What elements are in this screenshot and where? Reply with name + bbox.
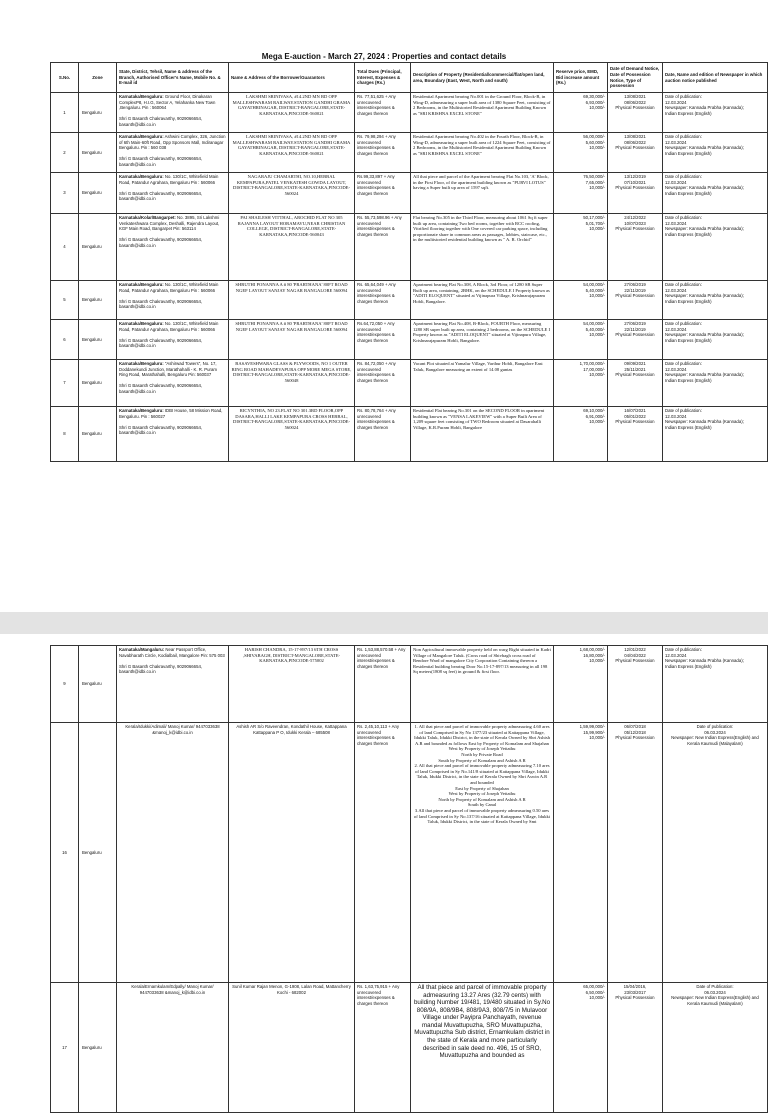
total-dues: Rs. 80,78,764 + Any unrecovered interest/expenses & charges thereon (355, 407, 411, 462)
possession-notice-date: 22/11/2019 (624, 287, 646, 293)
newspaper-line: Indian Express (English) (665, 377, 712, 383)
zone-cell: Bengaluru (79, 407, 117, 462)
branch-state-label: Karnataka/Bengaluru: (119, 408, 164, 413)
possession-notice-date: 08/06/2022 (624, 99, 646, 105)
bid-increase: 10,000/- (589, 145, 605, 150)
branch-cell (117, 646, 229, 723)
reserve-price: 54,00,000/- (583, 282, 605, 287)
demand-notice-date: 27/06/2019 (624, 282, 646, 287)
zone-cell: Bengaluru (79, 320, 117, 360)
demand-notice-date: 13/12/2019 (624, 174, 646, 179)
description-line: West by Property of Joseph Vettathu (448, 746, 516, 752)
header-sno: S.No. (51, 63, 79, 93)
emd-amount: 5,40,000/- (585, 287, 605, 293)
borrower-cell: Ashish AR S/o Raveendran, Kondathil House, Kattappana Kattappana P O, Idukki Kerala – 685508 (229, 723, 355, 983)
reserve-price-cell (554, 723, 608, 983)
notice-dates-cell (608, 360, 663, 407)
property-description: Residential Flat bearing No.301 on the SECOND FLOOR in apartment building known as "VENSA LAKEVIEW" with a Super Built Area of 1,209 square feet consisting of TWO Bedroom situated at Dasarahalli Village, K.R.Puram Hobli, Bangalore (411, 407, 554, 462)
branch-cell (117, 93, 229, 133)
header-zone: Zone (79, 63, 117, 93)
newspaper-line: Date of publication: (665, 174, 702, 179)
branch-address: No. 3895, Sri Lakshmi Venkateshwara Complex, Deshalli, Rajendra Layout, KGF Main Road, Bangarpet Pin: 563114 (119, 215, 220, 231)
possession-type: Physical Possession (615, 293, 655, 298)
branch-address: Ground Floor, Dinakaran ComplexP8, H.I.G, Sector A, Yelahanka New Town ,Bengaluru. Pin : 560064 (119, 94, 216, 110)
branch-state-label: Karnataka/Bengaluru: (119, 94, 164, 99)
possession-type: Physical Possession (615, 995, 655, 1000)
branch-state-label: Karnataka/Mangaluru: (119, 647, 165, 652)
bid-increase: 10,000/- (589, 105, 605, 110)
notice-dates-cell (608, 281, 663, 320)
bid-increase: 10,000/- (589, 185, 605, 190)
table-row (51, 407, 768, 462)
zone-cell: Bengaluru (79, 983, 117, 1113)
emd-amount: 5,40,000/- (585, 326, 605, 332)
total-dues: Rs.64,72,050 + Any unrecovered interest/expenses & charges thereon (355, 320, 411, 360)
possession-type: Physical Possession (615, 735, 655, 740)
borrower-cell: SHRUTHI PONANNA A # 80 'PRARTHANA' 80FT ROAD NGEF LAYOUT SANJAY NAGAR BANGALORE 560094 (229, 320, 355, 360)
newspaper-line: 12.03.2024 (665, 326, 687, 332)
demand-notice-date: 16/07/2021 (624, 408, 646, 413)
newspaper-line: Indian Express (English) (665, 190, 712, 196)
total-dues: Rs. 55,73,598.96 + Any unrecovered interest/expenses & charges thereon (355, 214, 411, 281)
reserve-price: 65,00,000/- (583, 984, 605, 989)
branch-state-label: Karnataka/Bengaluru: (119, 361, 164, 366)
newspaper-line: Indian Express (English) (665, 663, 712, 669)
reserve-price: 54,00,000/- (583, 321, 605, 326)
emd-amount: 16,80,000/- (583, 652, 605, 658)
reserve-price-cell (554, 214, 608, 281)
newspaper-cell (663, 407, 768, 462)
table-row (51, 983, 768, 1113)
table-row (51, 320, 768, 360)
property-description (411, 723, 554, 983)
branch-cell (117, 281, 229, 320)
authorised-officer: Shri G Basanth Chakravarthy, 9029066654, basanth@idbi.co.in (119, 337, 203, 348)
emd-amount: 6,93,000/- (585, 99, 605, 105)
total-dues: Rs. 1,63,75,915 + Any unrecovered interest/expenses & charges thereon (355, 983, 411, 1113)
property-description: Flat bearing No.305 in the Third Floor, measuring about 1061 Sq ft super built up area, containing Two bed rooms, together with RCC roofing, Vitrified flooring together with One covered car parking space, including proportionate share in common areas as passages, lobbies, staircase, etc., in the multistoried residential building known as " A. R. Orchid" (411, 214, 554, 281)
newspaper-line: Indian Express (English) (665, 150, 712, 156)
emd-amount: 17,00,000/- (583, 366, 605, 372)
property-description: All that piece and parcel of immovable property admeasuring 13.27 Ares (32.79 cents) with building Number 19/481, 19/480 situated in Sy.No 808/9A, 808/9B4, 808/9A3, 808/7/5 in Mulavoor Village under Payipra Panchayath, revenue mandal Muvattupuzha, SRO Muvattupuzha, Muvattupuzha Sub district, Ernamkulam district in the state of Kerala and more particularly described in sale deed no. 496, 15 of SRO, Muvattupuzha and bounded as (411, 983, 554, 1113)
borrower-cell: Sunil Kumar Rajan Menon, G-1908, Lalan Road, Mattancherry Kochi - 682002 (229, 983, 355, 1113)
header-description: Description of Property (Residential/commercial/flat/open land, area, Boundary (East, West, North and south) (411, 63, 554, 93)
possession-type: Physical Possession (615, 658, 655, 663)
borrower-cell: NAGARAJU CHAMARTHI, NO.10,HEBBAL KEMPAPURA,PATEL VENKATESH GOWDA LAYOUT, DISTRICT-BANGALORE,STATE-KARNATAKA,PINCODE-560024 (229, 173, 355, 214)
newspaper-cell (663, 983, 768, 1113)
table-row (51, 133, 768, 173)
page-2 (0, 634, 768, 1060)
bid-increase: 10,000/- (589, 658, 605, 663)
demand-notice-date: 15/04/2016, (623, 984, 647, 989)
branch-address: Ashwini Complex, 326, Junction of 6th Main-60ft Road, Opp Sponsors Mall, Indiranagar Bengaluru. Pin : 560 038 (119, 134, 226, 150)
borrower-cell: LAKSHMI SRINIVASA, #14.2ND MN RD OPP MALLESHWARAM RAILWAY.STATION GANDHI GRAMA GAYATHRINAGAR, DISTRICT-BANGALORE,STATE-KARNATAKA,PINCODE-560021 (229, 133, 355, 173)
newspaper-line: Newspaper: Kannada Prabha (Kannada); (665, 372, 744, 377)
branch-cell (117, 214, 229, 281)
property-description: Non Agricultural immovable property held on warg Right situated in Kadri Village of Mangalore Taluk. (Cross road of Shivbagh cross road of Bendore Ward of mangalore City Corporation Containing thereon a Residential building bearing Door No.15-17-897/13 measuring in all 198 Sq meters(1808 sq feet) in ground & first floor. (411, 646, 554, 723)
description-line: South by Property of Komalam and Ashish A R (438, 757, 526, 763)
newspaper-cell (663, 93, 768, 133)
reserve-price: 56,00,000/- (583, 134, 605, 139)
newspaper-line: Date of Publication: (696, 984, 734, 989)
description-line: North by Private Road (461, 751, 503, 757)
authorised-officer: Shri G Basanth Chakravarthy, 9029066654, basanth@idbi.co.in (119, 237, 203, 248)
demand-notice-date: 24/12/2022 (624, 215, 646, 220)
serial-number: 8 (51, 407, 79, 462)
bid-increase: 10,000/- (589, 995, 605, 1000)
newspaper-line: Indian Express (English) (665, 337, 712, 343)
newspaper-line: Newspaper: Kannada Prabha (Kannada); (665, 419, 744, 424)
auction-table-continued (50, 645, 768, 1113)
possession-notice-date: 05/12/2018 (624, 729, 646, 735)
newspaper-cell (663, 360, 768, 407)
property-description: Vacant Plot situated at Yamalur Village, Varthur Hobli, Bangalore East Taluk, Bangalore measuring an extent of 14.08 guntas (411, 360, 554, 407)
newspaper-line: Date of publication: (665, 134, 702, 139)
branch-address: No. 130/1C, Whitefield Main Road, Patandur Agrahara, Bengaluru Pin : 560066 (119, 321, 219, 332)
emd-amount: 5,01,700/- (585, 220, 605, 226)
reserve-price-cell (554, 281, 608, 320)
demand-notice-date: 27/06/2019 (624, 321, 646, 326)
reserve-price: 69,30,000/- (583, 94, 605, 99)
table-row (51, 214, 768, 281)
newspaper-line: Indian Express (English) (665, 424, 712, 430)
possession-type: Physical Possession (615, 226, 655, 231)
zone-cell: Bengaluru (79, 133, 117, 173)
serial-number: 3 (51, 173, 79, 214)
description-line: South by Canal (467, 802, 497, 808)
zone-cell: Bengaluru (79, 723, 117, 983)
newspaper-cell (663, 214, 768, 281)
bid-increase: 10,000/- (589, 419, 605, 424)
demand-notice-date: 09/09/2021 (624, 361, 646, 366)
branch-cell (117, 173, 229, 214)
bid-increase: 10,000/- (589, 735, 605, 740)
property-description: Residential Apartment bearing No.001 in the Ground Floor, Block-B, in Wing-D, admeasuring a super built area of 1380 Square Feet, consisting of 2 Bedrooms, in the Multistoried Residential Apartment Building Known as "SRI KRISHNA EXCEL STONE" (411, 93, 554, 133)
reserve-price-cell (554, 133, 608, 173)
serial-number: 17 (51, 983, 79, 1113)
possession-notice-date: 23/03/2017 (624, 989, 646, 995)
total-dues: Rs. 79,98,294 + Any unrecovered interest/expenses & charges thereon (355, 133, 411, 173)
notice-dates-cell (608, 723, 663, 983)
header-borrower: Name & Address of the Borrower/Guarantors (229, 63, 355, 93)
bid-increase: 10,000/- (589, 293, 605, 298)
zone-cell: Bengaluru (79, 93, 117, 133)
newspaper-line: Date of publication: (696, 724, 734, 729)
borrower-cell: HARISH CHANDRA, 15-17-897/13 6TH CROSS ,SHIVABAGH, DISTRICT-MANGALORE,STATE-KARNATAKA,PINCODE-575002 (229, 646, 355, 723)
borrower-cell: BASAVESHWARA GLASS & PLYWOODS, NO 1 OUTER RING ROAD MAHADEVAPURA OPP MORE MEGA STORE, DISTRICT-BANGALORE,STATE-KARNATAKA,PINCODE-560048 (229, 360, 355, 407)
newspaper-line: 06.03.2024 (704, 729, 726, 735)
newspaper-line: 12.03.2024 (665, 366, 687, 372)
header-demand: Date of Demand Notice, Date of Possession Notice, Type of possession (608, 63, 663, 93)
newspaper-line: Date of publication: (665, 361, 702, 366)
newspaper-line: 12.03.2024 (665, 652, 687, 658)
demand-notice-date: 13/08/2021 (624, 94, 646, 99)
zone-cell: Bengaluru (79, 360, 117, 407)
authorised-officer: Shri G Basanth Chakravarthy, 9029066654, basanth@idbi.co.in (119, 424, 203, 435)
reserve-price: 50,17,000/- (583, 215, 605, 220)
newspaper-line: Newspaper: Kannada Prabha (Kannada); (665, 105, 744, 110)
description-line: 3.All that piece and parcel of immovable property admeasuring 0.50 ares of land Comprised in Sy No.137/16 situated at Kattappana Village, Idukki Taluk, Idukki District, in the state of Kerala Owned by Smt (413, 807, 551, 825)
newspaper-line: Newspaper: Kannada Prabha (Kannada); (665, 145, 744, 150)
branch-address: "Ashirwad Towers", No. 17, Doddanekundi Junction, Marathahalli - K. R. Puram Ring Road, Marathahalli, Bengaluru Pin: 560037 (119, 361, 217, 377)
newspaper-cell (663, 320, 768, 360)
newspaper-line: Date of publication: (665, 408, 702, 413)
reserve-price: 69,10,000/- (583, 408, 605, 413)
possession-notice-date: 07/10/2021 (624, 179, 646, 185)
emd-amount: 15,99,900/- (583, 729, 605, 735)
newspaper-line: Newspaper: Kannada Prabha (Kannada); (665, 658, 744, 663)
table-row (51, 281, 768, 320)
bid-increase: 10,000/- (589, 372, 605, 377)
newspaper-cell (663, 133, 768, 173)
notice-dates-cell (608, 214, 663, 281)
serial-number: 7 (51, 360, 79, 407)
borrower-cell: LAKSHMI SRINIVASA, #14.2ND MN RD OPP MALLESHWARAM RAILWAY.STATION GANDHI GRAMA GAYATHRINAGAR, DISTRICT-BANGALORE,STATE-KARNATAKA,PINCODE-560021 (229, 93, 355, 133)
branch-address: Near Passport Office, Navabharath Circle, Kodialbail, Mangalore Pin: 575 003 (119, 647, 225, 658)
total-dues: Rs. 77,51,625 + Any unrecovered interest/expenses & charges thereon (355, 93, 411, 133)
header-branch: State, District, Tehsil, Name & address of the Branch, Authorised Officer's Name, Mobile No. & E-mail id (117, 63, 229, 93)
branch-cell (117, 360, 229, 407)
newspaper-line: 12.03.2024 (665, 179, 687, 185)
notice-dates-cell (608, 320, 663, 360)
table-row (51, 723, 768, 983)
table-row (51, 646, 768, 723)
possession-type: Physical Possession (615, 419, 655, 424)
serial-number: 4 (51, 214, 79, 281)
demand-notice-date: 12/01/2022 (624, 647, 646, 652)
notice-dates-cell (608, 133, 663, 173)
branch-state-label: Karnataka/Bengaluru: (119, 282, 164, 287)
total-dues: Rs. 1,53,88,570.58 + Any unrecovered interest/expenses & charges thereon (355, 646, 411, 723)
header-row (51, 63, 768, 93)
branch-address: Kerala/Ernamkulam/Edpally/ Manoj Kumar/ 9447033638 &manoj_k@idbi.co.in (131, 984, 214, 995)
possession-notice-date: 05/01/2022 (624, 413, 646, 419)
emd-amount: 6,91,000/- (585, 413, 605, 419)
branch-state-label: Karnataka/Bengaluru: (119, 134, 164, 139)
description-line: 1. All that piece and parcel of immovable property admeasuring 4.60 ares of land Comprised in Sy No 1377/23 situated at Kattappana Village, Idukki Taluk, Idukki District, in the state of Kerala Owned by Shri Ashish A.R and bounded as follows East by Property of Komalam and Shajahan (414, 724, 550, 746)
header-reserve: Reserve price, EMD, Bid increase amount (Rs.) (554, 63, 608, 93)
page-gap (0, 612, 768, 634)
header-newspaper: Date, Name and edition of Newspaper in which auction notice published (663, 63, 768, 93)
serial-number: 1 (51, 93, 79, 133)
newspaper-line: Date of publication: (665, 215, 702, 220)
demand-notice-date: 13/08/2021 (624, 134, 646, 139)
total-dues: Rs.99,33,897 + Any unrecovered interest/expenses & charges thereon (355, 173, 411, 214)
bid-increase: 10,000/- (589, 226, 605, 231)
table-row (51, 173, 768, 214)
total-dues: Rs. 84,72,050 + Any unrecovered interest/expenses & charges thereon (355, 360, 411, 407)
branch-address: No. 130/1C, Whitefield Main Road, Patandur Agrahara, Bengaluru Pin : 560066 (119, 174, 219, 185)
possession-notice-date: 22/11/2019 (624, 326, 646, 332)
possession-type: Physical Possession (615, 145, 655, 150)
newspaper-line: 12.03.2024 (665, 220, 687, 226)
reserve-price: 1,70,00,000/- (579, 361, 605, 366)
newspaper-line: 12.03.2024 (665, 287, 687, 293)
serial-number: 9 (51, 646, 79, 723)
reserve-price: 1,59,99,000/- (579, 724, 605, 729)
property-description: All that piece and parcel of the Apartment bearing Flat No.103, 'A' Block, in the First Floor, of the apartment building known as "PURVI LOTUS" having a Super built up area of 1597 sqft. (411, 173, 554, 214)
newspaper-line: Indian Express (English) (665, 231, 712, 237)
emd-amount: 6,50,000/- (585, 989, 605, 995)
possession-notice-date: 08/06/2022 (624, 139, 646, 145)
possession-type: Physical Possession (615, 372, 655, 377)
possession-type: Physical Possession (615, 105, 655, 110)
newspaper-line: Newspaper: New Indian Express(English) and Kerala Kaumudi (Malayalam) (671, 735, 759, 746)
branch-cell (117, 320, 229, 360)
total-dues: Rs. 2,45,10,113 + Any unrecovered interest/expenses & charges thereon (355, 723, 411, 983)
newspaper-line: Newspaper: Kannada Prabha (Kannada); (665, 332, 744, 337)
branch-cell (117, 407, 229, 462)
notice-dates-cell (608, 173, 663, 214)
total-dues: Rs. 65,64,049 + Any unrecovered interest/expenses & charges thereon (355, 281, 411, 320)
possession-notice-date: 25/11/2021 (624, 366, 646, 372)
serial-number: 2 (51, 133, 79, 173)
newspaper-line: Newspaper: Kannada Prabha (Kannada); (665, 226, 744, 231)
newspaper-line: Newspaper: Kannada Prabha (Kannada); (665, 293, 744, 298)
possession-notice-date: 10/07/2023 (624, 220, 646, 226)
reserve-price-cell (554, 173, 608, 214)
possession-type: Physical Possession (615, 332, 655, 337)
authorised-officer: Shri G Basanth Chakravarthy, 9029066654, basanth@idbi.co.in (119, 156, 203, 167)
branch-cell (117, 983, 229, 1113)
newspaper-line: Newspaper: New Indian Express(English) and Kerala Kaumudi (Malayalam) (671, 995, 759, 1006)
newspaper-cell (663, 723, 768, 983)
newspaper-cell (663, 173, 768, 214)
authorised-officer: Shri G Basanth Chakravarthy, 9029066654, basanth@idbi.co.in (119, 298, 203, 309)
newspaper-line: Date of publication: (665, 321, 702, 326)
newspaper-line: Indian Express (English) (665, 298, 712, 304)
emd-amount: 7,65,000/- (585, 179, 605, 185)
newspaper-line: Date of publication: (665, 282, 702, 287)
branch-cell (117, 133, 229, 173)
zone-cell: Bengaluru (79, 214, 117, 281)
newspaper-cell (663, 281, 768, 320)
serial-number: 6 (51, 320, 79, 360)
bid-increase: 10,000/- (589, 332, 605, 337)
newspaper-line: Date of publication: (665, 647, 702, 652)
branch-cell (117, 723, 229, 983)
description-line: 2. All that piece and parcel of immovable property admeasuring 7.10 ares of land Comprised in Sy No.141/8 situated at Kattappana Village, Idukki Taluk, Idukki District, in the state of Kerala Owned by Shri Aswin A.R and bounded (414, 763, 550, 785)
newspaper-line: 12.03.2024 (665, 99, 687, 105)
notice-dates-cell (608, 93, 663, 133)
branch-state-label: Karnataka/Bengaluru: (119, 321, 164, 326)
zone-cell: Bengaluru (79, 646, 117, 723)
header-dues: Total Dues (Principal, Interest, Expenses & charges (Rs.) (355, 63, 411, 93)
branch-state-label: Karnataka/Bengaluru: (119, 174, 164, 179)
property-description: Residential Apartment bearing No.402 in the Fourth Floor, Block-B, in Wing-D, admeasuring a super built area of 1224 Square Feet, consisting of 2 Bedrooms, in the Multistoried Residential Apartment Building Known as "SRI KRISHNA EXCEL STONE" (411, 133, 554, 173)
notice-dates-cell (608, 983, 663, 1113)
authorised-officer: Shri G Basanth Chakravarthy, 9029066654, basanth@idbi.co.in (119, 190, 203, 201)
table-row (51, 360, 768, 407)
branch-address: Kerala/Idukki/Adimali/ Manoj Kumar/ 9447033638 &manoj_k@idbi.co.in (125, 724, 220, 735)
authorised-officer: Shri G Basanth Chakravarthy, 9029066654, basanth@idbi.co.in (119, 116, 203, 127)
property-description: Apartment bearing Flat No.308, A Block, 3rd Floor, of 1280 SB Super Built up area, containing, 2BHK, on the SCHEDULE I Property known as "ADITI ELOQUENT" situated at Vijinapura Village, Krishnarajapuram Hobli, Bangalore. (411, 281, 554, 320)
newspaper-cell (663, 646, 768, 723)
notice-dates-cell (608, 407, 663, 462)
branch-address: No. 130/1C, Whitefield Main Road, Patandur Agrahara, Bengaluru Pin : 560066 (119, 282, 219, 293)
reserve-price-cell (554, 360, 608, 407)
reserve-price-cell (554, 320, 608, 360)
property-description: Apartment bearing Flat No.408, B-Block, FOURTH Floor, measuring 1280 SB super built up area, containing 2 bedrooms, on the SCHEDULE I Property known as "ADITI ELOQUENT" situated at Vijinapura Village, Krishnarajapuram Hobli, Bangalore. (411, 320, 554, 360)
newspaper-line: Date of publication: (665, 94, 702, 99)
newspaper-line: 12.03.2024 (665, 139, 687, 145)
description-line: East by Property of Shajahan (455, 785, 509, 791)
newspaper-line: Newspaper: Kannada Prabha (Kannada); (665, 185, 744, 190)
borrower-cell: RICYNTHIA, NO 23.FLAT NO 301.3RD FLOOR,OPP DASARA,HALLI LAKE KEMPAPURA CROSS HEBBAL, DISTRICT-BANGALORE,STATE-KARNATAKA,PINCODE-560024 (229, 407, 355, 462)
newspaper-line: Indian Express (English) (665, 110, 712, 116)
zone-cell: Bengaluru (79, 281, 117, 320)
borrower-cell: PAI SHAILESH VITTHAL, AROCHID FLAT NO 305 RAJANNA LAYOUT HORAMAVU,NEAR CHRISTIAN COLLEGE, DISTRICT-BANGALORE,STATE-KARNATAKA,PINCODE-560043 (229, 214, 355, 281)
borrower-cell: SHRUTHI PONANNA A # 80 'PRARTHANA' 80FT ROAD NGEF LAYOUT SANJAY NAGAR BANGALORE 560094 (229, 281, 355, 320)
newspaper-line: 12.03.2024 (665, 413, 687, 419)
branch-state-label: Karnataka/Kolar/Bangarpet: (119, 215, 176, 220)
auction-table (50, 62, 768, 462)
zone-cell: Bengaluru (79, 173, 117, 214)
demand-notice-date: 06/07/2018 (624, 724, 646, 729)
reserve-price: 1,68,00,000/- (579, 647, 605, 652)
possession-notice-date: 04/04/2022 (624, 652, 646, 658)
reserve-price-cell (554, 93, 608, 133)
possession-type: Physical Possession (615, 185, 655, 190)
serial-number: 16 (51, 723, 79, 983)
table-row (51, 93, 768, 133)
reserve-price-cell (554, 646, 608, 723)
description-line: West by Property of Joseph Vettathu (448, 791, 516, 797)
serial-number: 5 (51, 281, 79, 320)
newspaper-line: 06.03.2024 (704, 989, 726, 995)
authorised-officer: Shri G Basanth Chakravarthy, 9029066654, basanth@idbi.co.in (119, 383, 203, 394)
document-title: Mega E-auction - March 27, 2024 : Properties and contact details (261, 52, 507, 61)
reserve-price: 76,50,000/- (583, 174, 605, 179)
notice-dates-cell (608, 646, 663, 723)
reserve-price-cell (554, 407, 608, 462)
emd-amount: 5,60,000/- (585, 139, 605, 145)
reserve-price-cell (554, 983, 608, 1113)
description-line: North by Property of Komalam and Ashish A R (438, 796, 526, 802)
authorised-officer: Shri G Basanth Chakravarthy, 9029066654, basanth@idbi.co.in (119, 663, 203, 674)
branch-address: IDBI House, 58 Mission Road, Bengaluru. Pin : 560027 (119, 408, 223, 419)
